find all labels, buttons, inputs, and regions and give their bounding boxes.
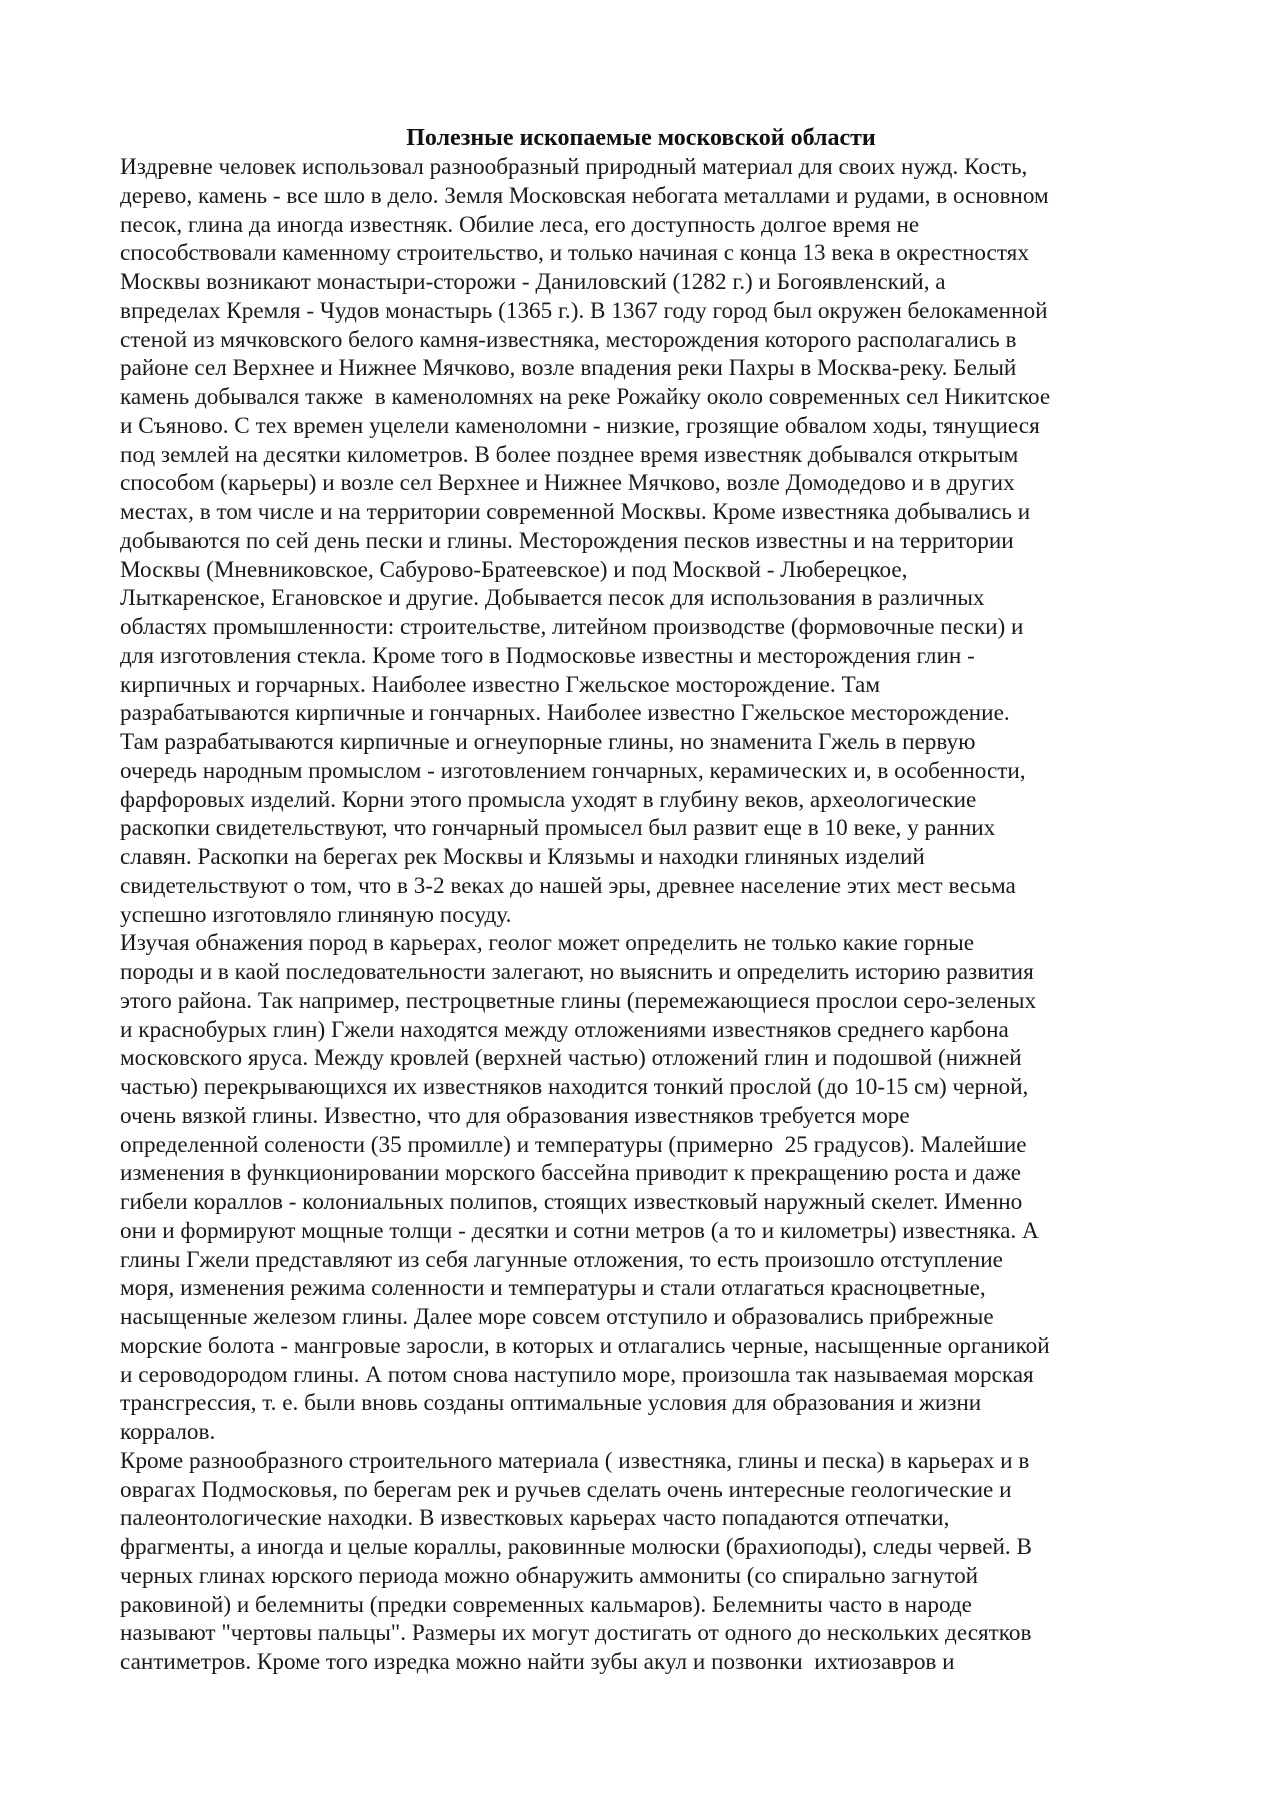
text-line: свидетельствуют о том, что в 3-2 веках до нашей эры, древнее население этих мест весьма — [120, 872, 1016, 899]
text-line: успешно изготовляло глиняную посуду. — [120, 901, 512, 928]
text-line: раковиной) и белемниты (предки современных кальмаров). Белемниты часто в народе — [120, 1591, 972, 1618]
text-line: и краснобурых глин) Гжели находятся между отложениями известняков среднего карбона — [120, 1016, 1009, 1043]
document-body — [120, 124, 1162, 1677]
text-line: трансгрессия, т. е. были вновь созданы оптимальные условия для образования и жизни — [120, 1390, 982, 1417]
text-line: палеонтологические находки. В известковых карьерах часто попадаются отпечатки, — [120, 1505, 950, 1532]
text-line: морские болота - мангровые заросли, в которых и отлагались черные, насыщенные органикой — [120, 1332, 1050, 1359]
text-line: очередь народным промыслом - изготовлением гончарных, керамических и, в особенности, — [120, 757, 1026, 784]
text-line: черных глинах юрского периода можно обнаружить аммониты (со спирально загнутой — [120, 1562, 979, 1589]
text-line: впределах Кремля - Чудов монастырь (1365 г.). В 1367 году город был окружен белокаменной — [120, 297, 1048, 324]
text-line: и сероводородом глины. А потом снова наступило море, произошла так называемая морская — [120, 1361, 1034, 1388]
text-line: фрагменты, а иногда и целые кораллы, раковинные молюски (брахиоподы), следы червей. В — [120, 1534, 1032, 1560]
text-line: добываются по сей день пески и глины. Месторождения песков известны и на территории — [120, 527, 1014, 554]
text-line: стеной из мячковского белого камня-известняка, месторождения которого располагались в — [120, 326, 1017, 353]
text-line: оврагах Подмосковья, по берегам рек и ручьев сделать очень интересные геологические и — [120, 1476, 1012, 1503]
text-line: песок, глина да иногда известняк. Обилие леса, его доступность долгое время не — [120, 211, 920, 238]
text-line: гибели кораллов - колониальных полипов, стоящих известковый наружный скелет. Именно — [120, 1189, 1023, 1215]
paragraph — [120, 1447, 1162, 1677]
text-line: раскопки свидетельствуют, что гончарный промысел был развит еще в 10 веке, у ранних — [120, 815, 996, 842]
text-line: Издревне человек использовал разнообразный природный материал для своих нужд. Кость, — [120, 154, 1028, 180]
text-line: моря, изменения режима соленности и температуры и стали отлагаться красноцветные, — [120, 1275, 986, 1302]
text-line: камень добывался также в каменоломнях на реке Рожайку около современных сел Никитское — [120, 384, 1051, 410]
text-line: Кроме разнообразного строительного материала ( известняка, глины и песка) в карьерах и в — [120, 1447, 1030, 1474]
text-line: разрабатываются кирпичные и гончарных. Наиболее известно Гжельское месторождение. — [120, 700, 1010, 727]
text-line: сантиметров. Кроме того изредка можно найти зубы акул и позвонки ихтиозавров и — [120, 1649, 955, 1675]
text-line: дерево, камень - все шло в дело. Земля Московская небогата металлами и рудами, в основном — [120, 182, 1049, 209]
text-line: для изготовления стекла. Кроме того в Подмосковье известны и месторождения глин - — [120, 642, 975, 669]
text-line: насыщенные железом глины. Далее море совсем отступило и образовались прибрежные — [120, 1304, 994, 1330]
text-line: и Съяново. С тех времен уцелели каменоломни - низкие, грозящие обвалом ходы, тянущиеся — [120, 412, 1040, 439]
text-line: они и формируют мощные толщи - десятки и сотни метров (а то и километры) известняка. А — [120, 1217, 1039, 1244]
text-line: Москвы (Мневниковское, Сабурово-Братеевское) и под Москвой - Люберецкое, — [120, 556, 908, 583]
text-line: глины Гжели представляют из себя лагунные отложения, то есть произошло отступление — [120, 1246, 1003, 1273]
text-line: районе сел Верхнее и Нижнее Мячково, возле впадения реки Пахры в Москва-реку. Белый — [120, 355, 1017, 382]
document-paragraphs — [120, 153, 1162, 1677]
text-line: породы и в каой последовательности залегают, но выяснить и определить историю развития — [120, 959, 1034, 985]
text-line: областях промышленности: строительстве, литейном производстве (формовочные пески) и — [120, 614, 1024, 640]
text-line: корралов. — [120, 1419, 216, 1445]
text-line: способствовали каменному строительство, и только начиная с конца 13 века в окрестностях — [120, 240, 1029, 267]
text-line: славян. Раскопки на берегах рек Москвы и Клязьмы и находки глиняных изделий — [120, 844, 925, 870]
paragraph — [120, 153, 1162, 929]
text-line: кирпичных и горчарных. Наиболее известно Гжельское мосторождение. Там — [120, 671, 880, 698]
text-line: способом (карьеры) и возле сел Верхнее и Нижнее Мячково, возле Домодедово и в других — [120, 470, 1015, 497]
text-line: под землей на десятки километров. В более позднее время известняк добывался открытым — [120, 441, 1019, 468]
text-line: частью) перекрывающихся их известняков находится тонкий прослой (до 10-15 см) черной, — [120, 1074, 1029, 1100]
text-line: московского яруса. Между кровлей (верхней частью) отложений глин и подошвой (нижней — [120, 1045, 1022, 1072]
text-line: называют "чертовы пальцы". Размеры их могут достигать от одного до нескольких десятков — [120, 1620, 1032, 1647]
text-line: определенной солености (35 промилле) и температуры (примерно 25 градусов). Малейшие — [120, 1131, 1027, 1158]
text-line: Изучая обнажения пород в карьерах, геолог может определить не только какие горные — [120, 930, 975, 957]
text-line: местах, в том числе и на территории современной Москвы. Кроме известняка добывались и — [120, 499, 1031, 525]
text-line: фарфоровых изделий. Корни этого промысла уходят в глубину веков, археологические — [120, 786, 977, 813]
document-title: Полезные ископаемые московской области — [406, 125, 876, 151]
text-line: Лыткаренское, Егановское и другие. Добывается песок для использования в различных — [120, 585, 985, 612]
text-line: этого района. Так например, пестроцветные глины (перемежающиеся прослои серо-зеленых — [120, 987, 1037, 1014]
text-line: Москвы возникают монастыри-сторожи - Даниловский (1282 г.) и Богоявленский, а — [120, 269, 946, 295]
text-line: Там разрабатываются кирпичные и огнеупорные глины, но знаменита Гжель в первую — [120, 729, 976, 755]
text-line: очень вязкой глины. Известно, что для образования известняков требуется море — [120, 1102, 910, 1129]
paragraph — [120, 929, 1162, 1447]
text-line: изменения в функционировании морского бассейна приводит к прекращению роста и даже — [120, 1160, 1022, 1187]
